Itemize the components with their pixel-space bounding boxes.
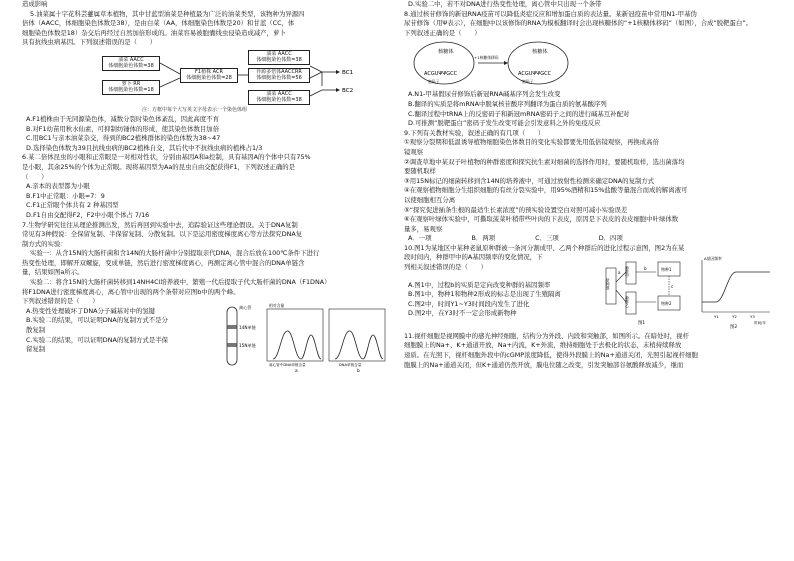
band-14n-label: 14N单链 — [239, 324, 256, 330]
plot-b-caption: b — [357, 368, 360, 373]
box-label: 油菜 AACC — [266, 50, 292, 57]
q7-experiment-2: 将F1DNA进行密度梯度离心，离心管中出现的两个条带对应图b中的两个峰。 — [22, 287, 240, 296]
process-a-label: a — [618, 269, 621, 275]
q10-option-b[interactable]: B.图1中，物种1和物种2形成的标志是出现了生殖隔离 — [408, 290, 561, 299]
figure-2-ylabel: A基因频率 — [704, 255, 722, 261]
q9-item: ②调查草地中某双子叶植物的种群密度和探究抗生素对细菌的选择作用时，要随机取样，选出菌落均 — [404, 157, 685, 166]
population-b-label: 种群乙 — [625, 295, 631, 308]
continuation-line: 造成影响 — [22, 0, 48, 8]
box-label: 体细胞染色体数=28 — [186, 75, 232, 82]
q7-stem: 7.生物学研究往往从理论推测出发，然后再回到实验中去，追踪验证这些理论假设。关于DNA复制 — [22, 220, 298, 229]
q5-figure-caption: 注：方框中每个大写英文字母表示一个染色体组 — [142, 106, 248, 113]
q7-stem: 常见有3种假说：全保留复制、半保留复制、分散复制。以下是运用密度梯度离心等方法探究DNA复 — [22, 230, 303, 239]
frameshift-arrow-label: +1核糖体移码 — [474, 55, 499, 61]
q9-option-b[interactable]: B．两项 — [471, 234, 496, 243]
q10-option-d[interactable]: D.图2中，在Y3时不一定会形成新物种 — [408, 309, 517, 318]
bc2-label: BC2 — [342, 87, 354, 94]
q6-option-b[interactable]: B.F1中正常眼：小眼=7：9 — [26, 191, 105, 200]
q7-experiment-1: 量，结果如图a所示。 — [22, 268, 84, 277]
species-1-label: 物种1 — [661, 266, 672, 272]
box-label: 油菜 AACC — [118, 56, 144, 63]
q9-item: ⑤“探究促进插条生根的最适生长素浓度”的预实验设置空白对照可减小实验误差 — [404, 205, 628, 214]
codon-2-label: 密码子 — [522, 79, 534, 85]
q7-density-figure — [217, 303, 387, 373]
process-b-label: b — [644, 265, 647, 271]
q8-ribosome-frameshift-figure — [404, 39, 664, 89]
plot-b-xlabel: DNA单链含量 — [339, 362, 362, 367]
q11-stem: 递质。在光照下，视杆细胞外段中的cGMP浓度降低，使得外段膜上的Na+通道关闭，光照引起视杆细胞 — [404, 351, 698, 360]
ribosome-2-label: 核糖体 — [532, 49, 548, 56]
q9-item: 镜观察 — [404, 147, 424, 156]
question-5 — [22, 10, 390, 154]
q8-stem: 下列叙述正确的是（ ） — [404, 28, 481, 37]
q9-option-d[interactable]: D．四项 — [598, 234, 623, 243]
q10-option-a[interactable]: A.图1中，过程b的实质是定向改变种群的基因频率 — [408, 280, 551, 289]
q7-experiment-2: 实验二：将含15N的大肠杆菌转移到14NH4Cl培养液中，繁殖一代后提取子代大肠杆菌的DNA（F1DNA） — [30, 278, 331, 287]
question-8 — [404, 10, 774, 129]
q7-option-c[interactable]: C.实验二的结果，可以证明DNA的复制方式是半保 — [26, 335, 168, 344]
q11-stem: 细胞膜上的Na+、K+通道开放，Na+内流，K+外流，维持细胞处于去极化的状态，末梢持续释放 — [404, 341, 682, 350]
allele-frequency-curve — [702, 272, 770, 302]
q8-option-c[interactable]: C.翻译过程中tRNA上的反密码子和新冠mRNA密码子之间的进行碱基互补配对 — [408, 109, 630, 118]
q10-figures — [604, 254, 774, 332]
q5-stem: 5.油菜属十字花科芸薹属草本植物，其中甘蓝型油菜是种植最为广泛的油菜类型，该物种为异源四 — [30, 9, 305, 18]
q7-stem: 下列叙述错误的是（ ） — [22, 297, 99, 306]
ribosome-1-label: 核糖体 — [438, 49, 454, 56]
bc1-label: BC1 — [342, 69, 354, 76]
left-column — [22, 0, 390, 561]
q9-item: 要随机取样 — [404, 167, 436, 176]
mrna-seq-1: ACGUΨΨGCC — [424, 71, 458, 78]
question-11 — [404, 332, 774, 370]
q8-option-d[interactable]: D.可推测“脱靶蛋白”密码子发生改变可能会引发意料之外的免疫反应 — [408, 119, 601, 128]
box-label: 油菜 AACC — [266, 90, 292, 97]
q9-item: ⑥在观察叶绿体实验中，可撕取菠菜叶稍带些叶肉的下表皮，原因是下表皮的表皮细胞中叶绿体数 — [404, 215, 679, 224]
q7-option-b[interactable]: B.实验二的结果，可以证明DNA的复制方式不是分 — [26, 316, 168, 325]
right-column — [404, 0, 774, 561]
box-label: 体细胞染色体数=38 — [256, 57, 302, 64]
codon-1-label: 密码子 — [428, 79, 440, 85]
q10-stem: 10.图1为某地区中某种老鼠原种群被一条河分割成甲、乙两个种群后的进化过程示意图，图2为在某 — [404, 243, 685, 252]
q7-option-b-cont[interactable]: 散复制 — [26, 326, 46, 335]
q7-option-d[interactable]: D.实验二中，若不对DNA进行热变性处理，离心管中只出现一个条带 — [408, 0, 602, 8]
q6-option-a[interactable]: A.亲本的表型都为小眼 — [26, 182, 90, 191]
q7-experiment-1: 热变性处理，即解开双螺旋，变成单链，然后进行密度梯度离心，再测定离心管中混合的DNA单链含 — [22, 258, 305, 267]
q7-stem: 制方式的实验： — [22, 239, 67, 248]
tick-y3: Y3 — [750, 313, 755, 319]
box-label: 体细胞染色体数=56 — [256, 75, 302, 82]
q10-option-c[interactable]: C.图2中，时间Y1~Y3时间段内发生了进化 — [408, 299, 530, 308]
tube-label: 离心管 — [239, 304, 252, 310]
question-9 — [404, 129, 774, 244]
box-label: F1植株 ACR — [195, 68, 223, 75]
q6-option-c[interactable]: C.F1正常眼个体共有 2 种基因型 — [26, 201, 119, 210]
q6-stem: （ ） — [22, 172, 48, 181]
process-c-label: c — [671, 283, 674, 289]
q9-stem: 9.下列有关教材实验，叙述正确的有几项（ ） — [404, 128, 545, 137]
q10-stem: 段时间内，种群甲中的A基因频率的变化情况，下 — [404, 253, 543, 262]
q5-option-b[interactable]: B.对F1幼苗用秋水仙素，可抑制纺锤体的形成，使其染色体数目加倍 — [26, 124, 220, 133]
box-label: 体细胞染色体数=18 — [108, 87, 154, 94]
q8-option-a[interactable]: A.N1-甲基假尿苷修饰后新冠RNA碱基序列会发生改变 — [408, 90, 561, 99]
box-label: 体细胞染色体数=38 — [256, 97, 302, 104]
box-label: 异源多倍体AACCRR — [256, 68, 302, 75]
q9-item: 以使细胞相互分离 — [404, 195, 456, 204]
q10-stem: 列相关叙述错误的是（ ） — [404, 263, 488, 272]
q6-stem: 6.某二倍体昆虫的小眼和正常眼是一对相对性状，分别由基因A和a控制，具有基因A的个体中只有75% — [22, 153, 311, 162]
plot-a-frame — [267, 309, 323, 361]
q11-stem: 11.视杆细胞是视网膜中的感光神经细胞，结构分为外段、内段和突触部，如图所示。在暗处时，视杆 — [404, 331, 689, 340]
q9-options — [404, 234, 774, 244]
q8-stem: 尿苷修饰（用Ψ表示），在细胞中以该修饰的RNA为模板翻译时会出现核糖体的“+1核糖体移码”（如图），合成“脱靶蛋白”。 — [404, 19, 753, 28]
q9-item: ③用15N标记的细菌转移到含14N的培养液中，可通过放射性检测来确定DNA的复制方式 — [404, 176, 655, 185]
q6-option-d[interactable]: D.F1自由交配得F2，F2中小眼个体占 7/16 — [26, 210, 150, 219]
original-population-label: 原种群 — [605, 277, 611, 290]
q7-options-with-figure — [22, 302, 390, 377]
box-label: 体细胞染色体数=38 — [108, 63, 154, 70]
q5-stem: 具有抗线虫病基因。下列叙述错误的是（ ） — [22, 38, 157, 47]
population-a-label: 种群甲 — [625, 265, 631, 278]
box-label: 萝卜 RR — [121, 80, 141, 87]
q9-option-a[interactable]: A．一项 — [408, 234, 432, 243]
mrna-seq-2: ACGUΨΨGCC — [518, 71, 552, 78]
q5-breeding-diagram — [22, 50, 390, 114]
q9-item: 量多，易观察 — [404, 224, 443, 233]
q11-stem: 胞膜上的Na+通道关闭，但K+通道仍然开放，膜电位随之改变，引发突触部谷氨酸释放减少，继而 — [404, 360, 684, 369]
plot-a-xlabel: 离心管中DNA单链含量 — [269, 362, 306, 367]
q9-option-c[interactable]: C．三项 — [535, 234, 559, 243]
q6-stem: 是小眼，其余25%的个体为正常眼。现将基因型为Aa的昆虫自由交配获得F1，下列叙述正确的是 — [22, 162, 296, 171]
q5-option-a[interactable]: A.F1植株由于无同源染色体，减数分裂时染色体紊乱，因此高度不育 — [26, 114, 219, 123]
q7-experiment-1: 实验一：从含15N的大肠杆菌和含14N的大肠杆菌中分别提取亲代DNA，混合后放在100℃条件下进行 — [30, 249, 320, 258]
q8-stem: 8.通过核苷修饰的新冠RNA疫苗可以降低炎症反应和增加蛋白质的表达量。某新冠疫苗中常用N1-甲基伪 — [404, 9, 697, 18]
plot-a-caption: a — [295, 368, 298, 373]
question-10 — [404, 244, 774, 332]
centrifuge-tube-icon — [227, 307, 237, 365]
breeding-arrows — [22, 50, 390, 114]
q5-option-d[interactable]: D.选择染色体数为39且抗线虫病的BC2植株自交，其后代中不抗线虫病的植株占1/3 — [26, 143, 263, 152]
plot-b-frame — [329, 309, 385, 361]
q5-option-c[interactable]: C.用BC1与亲本油菜杂交，得到的BC2植株群体的染色体数为38~47 — [26, 134, 221, 143]
figure-2-caption: 图2 — [730, 324, 738, 330]
q7-option-c-cont[interactable]: 留复制 — [26, 345, 46, 354]
q8-option-b[interactable]: B.翻译的实质是将mRNA中脱氧核苷酸序列翻译为蛋白质的氨基酸序列 — [408, 99, 607, 108]
plot-a-curve — [273, 331, 321, 359]
tick-y2: Y2 — [732, 313, 737, 319]
figure-2-xlabel: 时间/年 — [754, 320, 766, 325]
question-6 — [22, 153, 390, 220]
question-7 — [22, 221, 390, 377]
plot-b-curve — [335, 331, 383, 359]
q5-stem: 倍体（AACC，体细胞染色体数是38），是由白菜（AA，体细胞染色体数是20）和甘蓝（CC，体 — [22, 19, 295, 28]
species-2-label: 物种2 — [661, 300, 672, 306]
plot-a-ylabel: 相对含量 — [269, 302, 285, 308]
band-15n-label: 15N单链 — [239, 342, 256, 348]
q7-option-a[interactable]: A.热变性处理破坏了DNA分子碱基对中的氢键 — [26, 306, 156, 315]
q5-stem: 细胞染色体数是18）杂交后再经过自然加倍形成的。油菜容易被胞囊线虫侵染造成减产，萝卜 — [22, 28, 286, 37]
tick-y1: Y1 — [714, 313, 719, 319]
figure-1-caption: 图1 — [638, 320, 646, 326]
q9-item: ①观察分裂期和低温诱导植物细胞染色体数目的变化实验都要先用低倍镜观察，再换成高倍 — [404, 138, 659, 147]
q9-item: ④在观察植物细胞分生组织细胞的有丝分裂实验中，用95%酒精和15%盐酸等量混合而成的解离液可 — [404, 186, 688, 195]
